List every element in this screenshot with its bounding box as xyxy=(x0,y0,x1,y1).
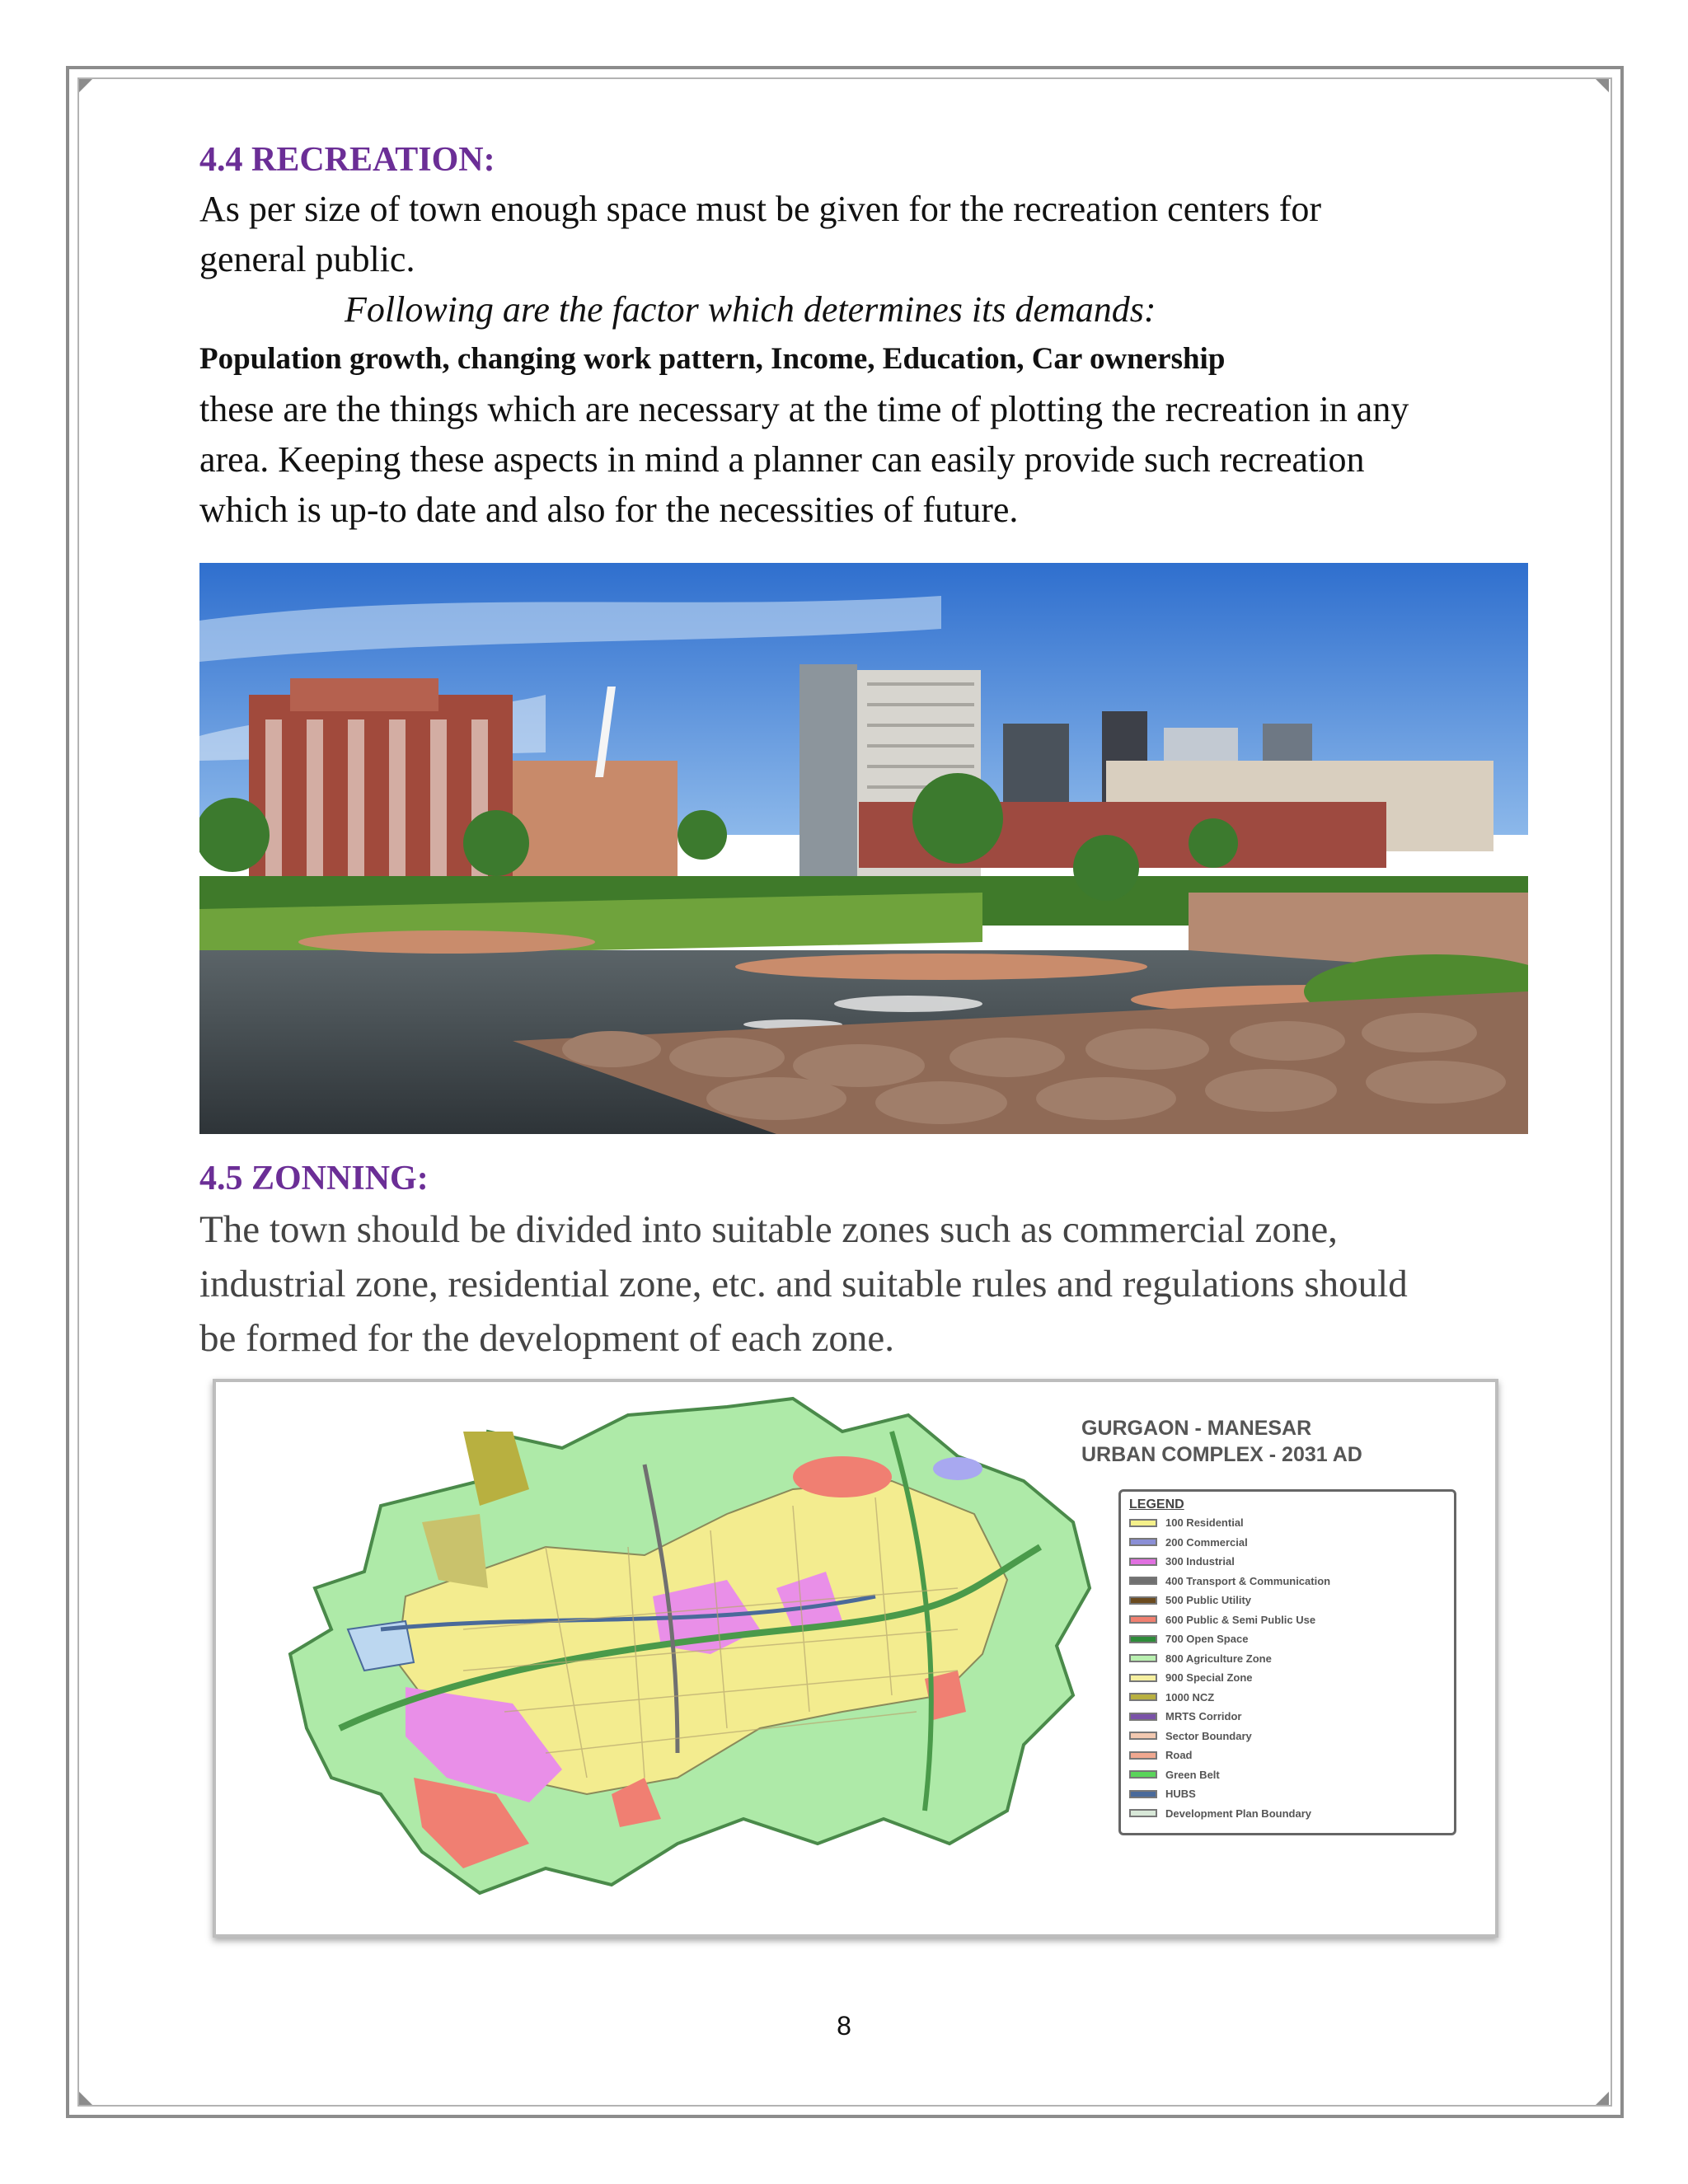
recreation-section xyxy=(199,136,1535,535)
legend-swatch xyxy=(1129,1519,1157,1527)
recreation-paragraph-2-line-3: which is up-to date and also for the necessities of future. xyxy=(199,490,1019,530)
zoning-section xyxy=(199,1155,1535,1366)
legend-item xyxy=(1129,1513,1446,1533)
recreation-photo xyxy=(199,563,1528,1134)
legend-item xyxy=(1129,1533,1446,1553)
legend-item xyxy=(1129,1552,1446,1572)
corner-ornament-top-right xyxy=(1596,79,1609,92)
recreation-photo-illustration xyxy=(199,563,1528,1134)
legend-swatch xyxy=(1129,1538,1157,1546)
page-number: 8 xyxy=(837,2011,851,2041)
zoning-line-3: be formed for the development of each zone. xyxy=(199,1317,895,1360)
legend-item xyxy=(1129,1727,1446,1746)
zoning-line-2: industrial zone, residential zone, etc. and suitable rules and regulations should xyxy=(199,1263,1408,1305)
legend-label: 300 Industrial xyxy=(1165,1555,1235,1568)
legend-item xyxy=(1129,1746,1446,1765)
legend-swatch xyxy=(1129,1751,1157,1760)
corner-ornament-bottom-left xyxy=(79,2092,92,2105)
legend-swatch xyxy=(1129,1558,1157,1566)
legend-label: 100 Residential xyxy=(1165,1516,1244,1530)
legend-item xyxy=(1129,1610,1446,1630)
legend-item xyxy=(1129,1649,1446,1669)
legend-swatch xyxy=(1129,1635,1157,1643)
map-legend xyxy=(1118,1489,1456,1835)
zoning-map xyxy=(213,1379,1498,1938)
corner-ornament-top-left xyxy=(79,79,92,92)
legend-item xyxy=(1129,1707,1446,1727)
factors-intro: Following are the factor which determines its demands: xyxy=(345,289,1156,330)
legend-items xyxy=(1129,1513,1446,1823)
legend-item xyxy=(1129,1572,1446,1591)
legend-item xyxy=(1129,1668,1446,1688)
legend-swatch xyxy=(1129,1674,1157,1682)
legend-label: 900 Special Zone xyxy=(1165,1671,1253,1685)
legend-item xyxy=(1129,1804,1446,1824)
legend-label: Green Belt xyxy=(1165,1768,1220,1781)
legend-label: HUBS xyxy=(1165,1788,1196,1801)
legend-swatch xyxy=(1129,1790,1157,1798)
legend-label: Development Plan Boundary xyxy=(1165,1807,1311,1820)
legend-label: Road xyxy=(1165,1749,1193,1762)
legend-label: 800 Agriculture Zone xyxy=(1165,1652,1272,1665)
legend-title: LEGEND xyxy=(1129,1497,1184,1511)
legend-swatch xyxy=(1129,1809,1157,1817)
factors-list: Population growth, changing work pattern, Income, Education, Car ownership xyxy=(199,342,1226,376)
legend-label: 1000 NCZ xyxy=(1165,1690,1215,1704)
legend-swatch xyxy=(1129,1770,1157,1779)
recreation-paragraph-1-line-2: general public. xyxy=(199,239,415,279)
legend-label: Sector Boundary xyxy=(1165,1729,1252,1742)
legend-label: 200 Commercial xyxy=(1165,1535,1248,1549)
legend-swatch xyxy=(1129,1693,1157,1701)
legend-swatch xyxy=(1129,1596,1157,1605)
zoning-line-1: The town should be divided into suitable zones such as commercial zone, xyxy=(199,1208,1338,1251)
legend-swatch xyxy=(1129,1577,1157,1585)
legend-item xyxy=(1129,1765,1446,1785)
legend-label: 400 Transport & Communication xyxy=(1165,1574,1331,1587)
legend-swatch xyxy=(1129,1615,1157,1624)
legend-item xyxy=(1129,1591,1446,1610)
recreation-heading: 4.4 RECREATION: xyxy=(199,141,495,179)
legend-swatch xyxy=(1129,1654,1157,1662)
legend-label: 700 Open Space xyxy=(1165,1633,1249,1646)
legend-item xyxy=(1129,1629,1446,1649)
legend-label: MRTS Corridor xyxy=(1165,1710,1242,1723)
map-title-line-2: URBAN COMPLEX - 2031 AD xyxy=(1081,1443,1362,1466)
legend-swatch xyxy=(1129,1732,1157,1740)
map-title xyxy=(1081,1415,1477,1468)
legend-item xyxy=(1129,1688,1446,1708)
recreation-paragraph-1-line-1: As per size of town enough space must be given for the recreation centers for xyxy=(199,189,1322,229)
legend-item xyxy=(1129,1784,1446,1804)
recreation-paragraph-2-line-1: these are the things which are necessary at the time of plotting the recreation in any xyxy=(199,389,1409,429)
corner-ornament-bottom-right xyxy=(1596,2092,1609,2105)
legend-label: 600 Public & Semi Public Use xyxy=(1165,1613,1316,1626)
zoning-heading: 4.5 ZONNING: xyxy=(199,1160,429,1197)
map-title-line-1: GURGAON - MANESAR xyxy=(1081,1417,1312,1440)
legend-swatch xyxy=(1129,1713,1157,1721)
legend-label: 500 Public Utility xyxy=(1165,1594,1252,1607)
recreation-paragraph-2-line-2: area. Keeping these aspects in mind a planner can easily provide such recreation xyxy=(199,439,1365,480)
